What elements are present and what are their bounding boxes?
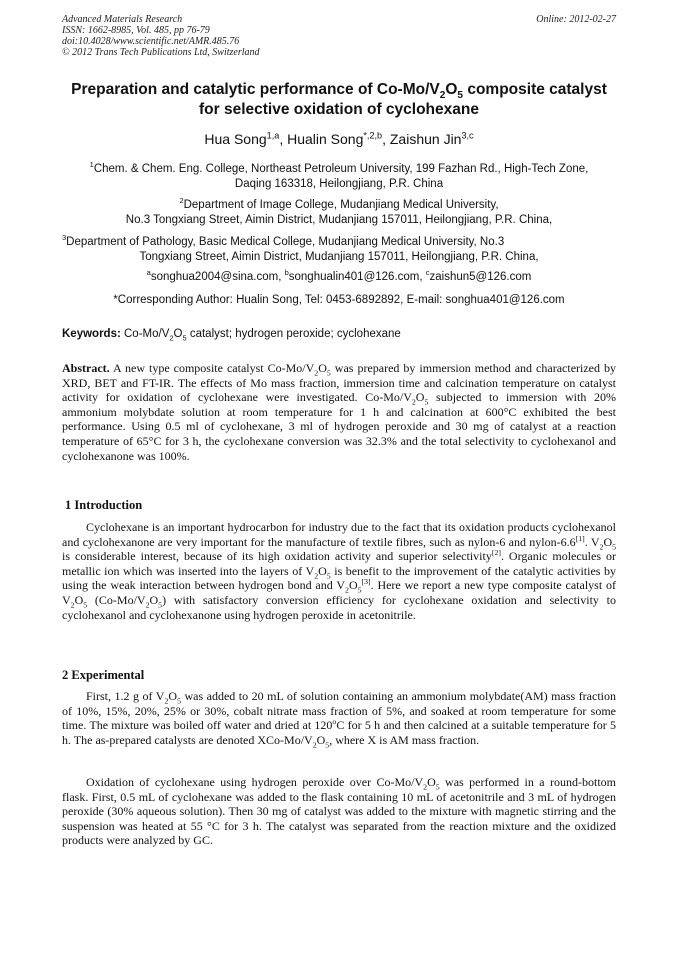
affiliation-3: $^3$Department of Pathology, Basic Medical College, Mudanjiang Medical University, No.3 Tongxiang Street, Aimin District, Mudanjiang 157011, Heilongjiang, P.R. China, <box>62 233 539 263</box>
introduction-paragraph: Cyclohexane is an important hydrocarbon for industry due to the fact that its oxidation products cyclohexanol and cyclohexanone are very important for the manufacture of textile fibres, such as nylon-6 and nylon-6.6[1]. $V_2O_5$ is considerable interest, because of its high oxidation activity and superior selectivity[2]. Organic molecules or metallic ion which was inserted into the layers of $V_2O_5$ is benefit to the improvement of the catalytic activities by using the weak interaction between hydrogen bond and $V_2O_5[3]$. Here we report a new type composite catalyst of $V_2O_5$ $(Co-Mo/V_2O_5)$ with satisfactory conversion efficiency for cyclohexane oxidation and selectivity to cyclohexanol and cyclohexanone using hydrogen peroxide in acetonitrile. <box>62 520 617 622</box>
issn-line: ISSN: 1662-8985, Vol. 485, pp 76-79 <box>62 25 210 36</box>
affiliation-2: $^2$Department of Image College, Mudanjiang Medical University, No.3 Tongxiang Street, Aimin District, Mudanjiang 157011, Heilongjiang, P.R. China, <box>125 196 553 226</box>
paper-title: Preparation and catalytic performance of $Co-Mo/V_2O_5$ composite catalyst for selective oxidation of cyclohexane <box>71 81 607 118</box>
author-2: Hualin Song <box>287 131 364 147</box>
experimental-paragraph-1: First, 1.2 g of $V_2O_5$ was added to 20 mL of solution containing an ammonium molybdate(AM) mass fraction of 10%, 15%, 20%, 25% or 30%, cobalt nitrate mass fraction of 5%, and soaked at room temperature for some time. The mixture was boiled off water and dried at 120$^o$C for 5 h and then calcined at a suitable temperature for 5 h. The as-prepared catalysts are denoted XCo-$Mo/V_2O_5$, where X is AM mass fraction. <box>62 689 617 750</box>
affiliation-1: $^1$Chem. & Chem. Eng. College, Northeast Petroleum University, 199 Fazhan Rd., High-Tech Zone, Daqing 163318, Heilongjiang, P.R. China <box>89 160 589 190</box>
journal-name: Advanced Materials Research <box>62 14 183 25</box>
online-date: Online: 2012-02-27 <box>536 14 616 25</box>
doi-line: doi:10.4028/www.scientific.net/AMR.485.76 <box>62 36 240 47</box>
section-heading-experimental: 2 Experimental <box>62 668 145 682</box>
experimental-paragraph-2: Oxidation of cyclohexane using hydrogen peroxide over $Co-Mo/V_2O_5$ was performed in a round-bottom flask. First, 0.5 mL of cyclohexane was added to the flask containing 10 mL of acetonitrile and 3 mL of hydrogen peroxide (30% aqueous solution). Then 30 mg of catalyst was added to the mixture with magnetic stirring and the suspension was heated at 55 °C for 3 h. The catalyst was separated from the reaction mixture and the oxidized products were analyzed by GC. <box>62 775 616 848</box>
journal-header <box>62 14 616 58</box>
email-a: songhua2004@sina.com <box>150 271 279 283</box>
email-c: zaishun5@126.com <box>429 271 532 283</box>
keywords: Keywords: $Co-Mo/V_2O_5$ catalyst; hydrogen peroxide; cyclohexane <box>62 328 401 343</box>
author-3: Zaishun Jin <box>389 131 462 147</box>
copyright-line: © 2012 Trans Tech Publications Ltd, Switzerland <box>62 47 260 58</box>
author-list: Hua Song$^{1,a}$, Hualin Song$^{*,2,b}$, Zaishun Jin$^{3,c}$ <box>204 130 474 147</box>
email-b: songhualin401@126.com <box>288 271 420 283</box>
section-heading-introduction: 1 Introduction <box>65 498 143 512</box>
email-list: $^a$songhua2004@sina.com, $^b$songhualin401@126.com, $^c$zaishun5@126.com <box>146 268 532 283</box>
abstract: Abstract. A new type composite catalyst $Co-Mo/V_2O_5$ was prepared by immersion method and characterized by XRD, BET and FT-IR. The effects of Mo mass fraction, immersion time and calcination temperature on catalyst activity for oxidation of cyclohexane were investigated. $Co-Mo/V_2O_5$ subjected to immersion with 20% ammonium molybdate solution at room temperature for 1 h and calcination at 600°C exhibited the best performance. Using 0.5 ml of cyclohexane, 3 ml of hydrogen peroxide and 30 mg of catalyst at a reaction temperature of 65°C for 3 h, the cyclohexane conversion was 32.3% and the total selectivity to cyclohexanol and cyclohexanone was 100%. <box>62 361 616 463</box>
author-1: Hua Song <box>204 131 267 147</box>
corresponding-author: *Corresponding Author: Hualin Song, Tel: 0453-6892892, E-mail: songhua401@126.com <box>113 294 565 306</box>
